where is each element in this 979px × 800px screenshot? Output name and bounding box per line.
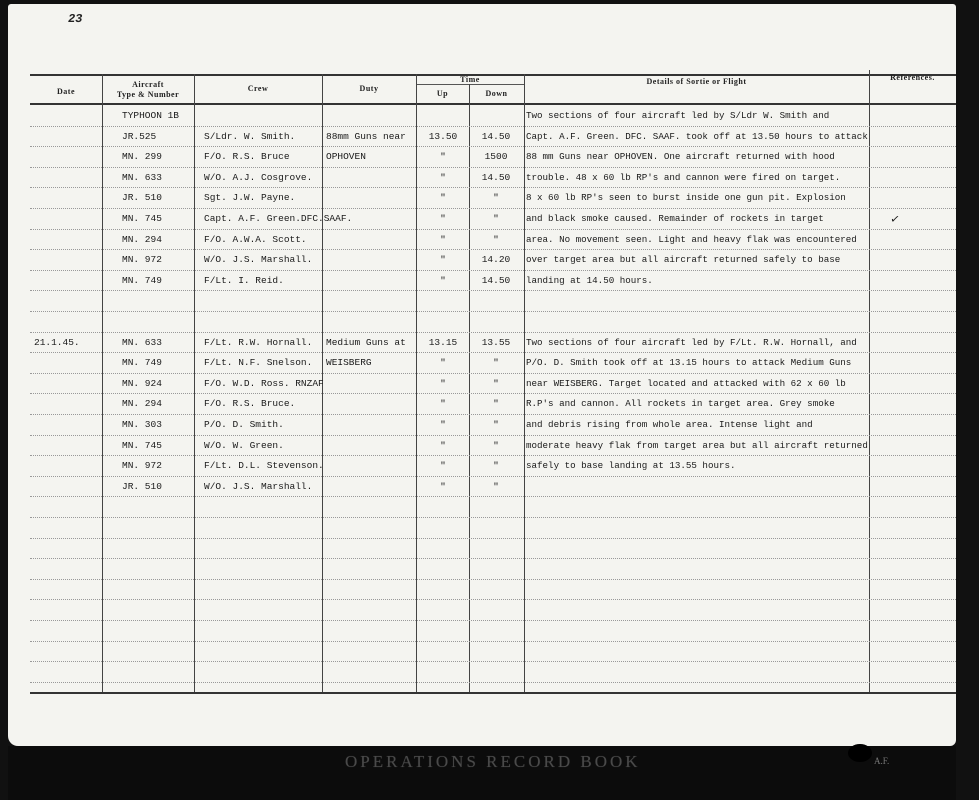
row-rule xyxy=(30,270,956,271)
row-rule xyxy=(30,661,956,662)
aircraft-cell: MN. 294 xyxy=(122,233,162,245)
aircraft-cell: MN. 745 xyxy=(122,213,162,224)
crew-cell: W/O. A.J. Cosgrove. xyxy=(204,171,313,183)
row-rule xyxy=(30,311,956,312)
row-rule xyxy=(30,579,956,580)
crew-cell: F/Lt. R.W. Hornall. xyxy=(204,336,313,348)
details-line: 88 mm Guns near OPHOVEN. One aircraft returned with hood xyxy=(526,151,835,163)
record-sheet xyxy=(8,4,956,746)
details-line: trouble. 48 x 60 lb RP's and cannon were fired on target. xyxy=(526,171,841,183)
aircraft-subheader: Type & Number xyxy=(116,90,180,99)
footer-mark: A.F. xyxy=(874,756,890,766)
header-bottom-rule xyxy=(30,103,956,105)
down-cell: 13.55 xyxy=(481,336,511,348)
up-cell: 13.15 xyxy=(428,336,458,348)
row-rule xyxy=(30,538,956,539)
crew-cell: W/O. J.S. Marshall. xyxy=(204,480,313,492)
details-line: over target area but all aircraft returned safely to base xyxy=(526,254,841,266)
date-header: Date xyxy=(57,87,75,96)
up-cell: " xyxy=(440,171,446,183)
crew-cell: P/O. D. Smith. xyxy=(204,419,284,430)
crew-cell: F/O. R.S. Bruce. xyxy=(204,398,296,410)
row-rule xyxy=(30,126,956,127)
down-cell: 14.50 xyxy=(481,171,511,183)
down-cell: 14.50 xyxy=(481,274,511,286)
row-rule xyxy=(30,641,956,642)
details-header: Details of Sortie or Flight xyxy=(646,77,747,86)
down-cell: " xyxy=(493,419,499,430)
row-rule xyxy=(30,455,956,456)
down-cell: " xyxy=(493,213,499,224)
footer-title: OPERATIONS RECORD BOOK xyxy=(345,752,641,771)
table-bottom-rule xyxy=(30,692,956,694)
up-cell: " xyxy=(440,377,446,389)
crew-cell: W/O. W. Green. xyxy=(204,439,284,451)
row-rule xyxy=(30,682,956,683)
up-cell: " xyxy=(440,192,446,204)
aircraft-cell: JR.525 xyxy=(122,130,157,142)
row-rule xyxy=(30,517,956,518)
row-rule xyxy=(30,393,956,394)
crew-cell: F/Lt. N.F. Snelson. xyxy=(204,357,313,369)
row-rule xyxy=(30,146,956,147)
up-cell: " xyxy=(440,419,446,430)
duty-cell: Medium Guns at xyxy=(326,336,406,348)
aircraft-cell: MN. 303 xyxy=(122,419,162,430)
down-cell: " xyxy=(493,480,499,492)
time-split-rule xyxy=(416,84,524,85)
row-rule xyxy=(30,620,956,621)
down-cell: 1500 xyxy=(484,151,508,163)
row-rule xyxy=(30,249,956,250)
crew-cell: Capt. A.F. Green.DFC.SAAF. xyxy=(204,213,353,224)
details-line: and debris rising from whole area. Intense light and xyxy=(526,419,813,430)
down-cell: " xyxy=(493,357,499,369)
details-line: R.P's and cannon. All rockets in target area. Grey smoke xyxy=(526,398,835,410)
row-rule xyxy=(30,435,956,436)
details-line: P/O. D. Smith took off at 13.15 hours to attack Medium Guns xyxy=(526,357,852,369)
row-rule xyxy=(30,414,956,415)
aircraft-cell: MN. 749 xyxy=(122,357,162,369)
up-cell: 13.50 xyxy=(428,130,458,142)
up-cell: " xyxy=(440,439,446,451)
details-line: Two sections of four aircraft led by F/Lt. R.W. Hornall, and xyxy=(526,336,857,348)
aircraft-header: Aircraft xyxy=(132,80,164,89)
details-line: safely to base landing at 13.55 hours. xyxy=(526,460,736,472)
up-cell: " xyxy=(440,213,446,224)
down-cell: " xyxy=(493,398,499,410)
row-rule xyxy=(30,476,956,477)
crew-cell: F/O. R.S. Bruce xyxy=(204,151,290,163)
time-header: Time xyxy=(460,75,480,84)
row-rule xyxy=(30,332,956,333)
up-cell: " xyxy=(440,274,446,286)
up-cell: " xyxy=(440,254,446,266)
aircraft-cell: MN. 294 xyxy=(122,398,162,410)
date-cell: 21.1.45. xyxy=(34,336,80,348)
aircraft-cell: MN. 972 xyxy=(122,460,162,472)
down-cell: " xyxy=(493,192,499,204)
aircraft-cell: MN. 972 xyxy=(122,254,162,266)
row-rule xyxy=(30,558,956,559)
row-rule xyxy=(30,290,956,291)
references-header: References. xyxy=(890,73,935,82)
down-cell: 14.20 xyxy=(481,254,511,266)
down-cell: " xyxy=(493,377,499,389)
crew-cell: F/O. A.W.A. Scott. xyxy=(204,233,307,245)
crew-cell: F/Lt. D.L. Stevenson. xyxy=(204,460,324,472)
row-rule xyxy=(30,208,956,209)
aircraft-cell: MN. 749 xyxy=(122,274,162,286)
row-rule xyxy=(30,167,956,168)
details-line: area. No movement seen. Light and heavy flak was encountered xyxy=(526,233,857,245)
up-cell: " xyxy=(440,357,446,369)
row-rule xyxy=(30,352,956,353)
binding-hole xyxy=(848,744,872,762)
time-up-header: Up xyxy=(436,89,449,98)
row-rule xyxy=(30,187,956,188)
duty-cell: WEISBERG xyxy=(326,357,372,369)
aircraft-cell: MN. 633 xyxy=(122,171,162,183)
down-cell: " xyxy=(493,233,499,245)
page-number-mark: 23 xyxy=(66,12,84,26)
details-line: Capt. A.F. Green. DFC. SAAF. took off at 13.50 hours to attack xyxy=(526,130,868,142)
duty-cell: OPHOVEN xyxy=(326,151,366,163)
crew-header: Crew xyxy=(247,84,269,93)
details-line: and black smoke caused. Remainder of rockets in target xyxy=(526,213,824,224)
aircraft-cell: JR. 510 xyxy=(122,192,162,204)
aircraft-cell: MN. 633 xyxy=(122,336,162,348)
up-cell: " xyxy=(440,480,446,492)
details-line: near WEISBERG. Target located and attacked with 62 x 60 lb xyxy=(526,377,846,389)
up-cell: " xyxy=(440,460,446,472)
down-cell: " xyxy=(493,439,499,451)
check-mark: ✓ xyxy=(889,211,900,228)
row-rule xyxy=(30,496,956,497)
row-rule xyxy=(30,373,956,374)
aircraft-cell: JR. 510 xyxy=(122,480,162,492)
crew-cell: F/O. W.D. Ross. RNZAF xyxy=(204,377,324,389)
details-line: 8 x 60 lb RP's seen to burst inside one gun pit. Explosion xyxy=(526,192,846,204)
crew-cell: Sgt. J.W. Payne. xyxy=(204,192,296,204)
details-line: moderate heavy flak from target area but all aircraft returned xyxy=(526,439,868,451)
crew-cell: W/O. J.S. Marshall. xyxy=(204,254,313,266)
details-line: landing at 14.50 hours. xyxy=(526,274,653,286)
details-line: Two sections of four aircraft led by S/Ldr W. Smith and xyxy=(526,110,830,121)
down-cell: 14.50 xyxy=(481,130,511,142)
up-cell: " xyxy=(440,151,446,163)
up-cell: " xyxy=(440,398,446,410)
duty-header: Duty xyxy=(359,84,379,93)
duty-cell: 88mm Guns near xyxy=(326,130,406,142)
crew-cell: F/Lt. I. Reid. xyxy=(204,274,284,286)
up-cell: " xyxy=(440,233,446,245)
aircraft-cell: MN. 299 xyxy=(122,151,162,163)
aircraft-cell: TYPHOON 1B xyxy=(122,110,180,121)
row-rule xyxy=(30,599,956,600)
time-down-header: Down xyxy=(485,89,508,98)
crew-cell: S/Ldr. W. Smith. xyxy=(204,130,296,142)
down-cell: " xyxy=(493,460,499,472)
row-rule xyxy=(30,229,956,230)
aircraft-cell: MN. 924 xyxy=(122,377,162,389)
aircraft-cell: MN. 745 xyxy=(122,439,162,451)
